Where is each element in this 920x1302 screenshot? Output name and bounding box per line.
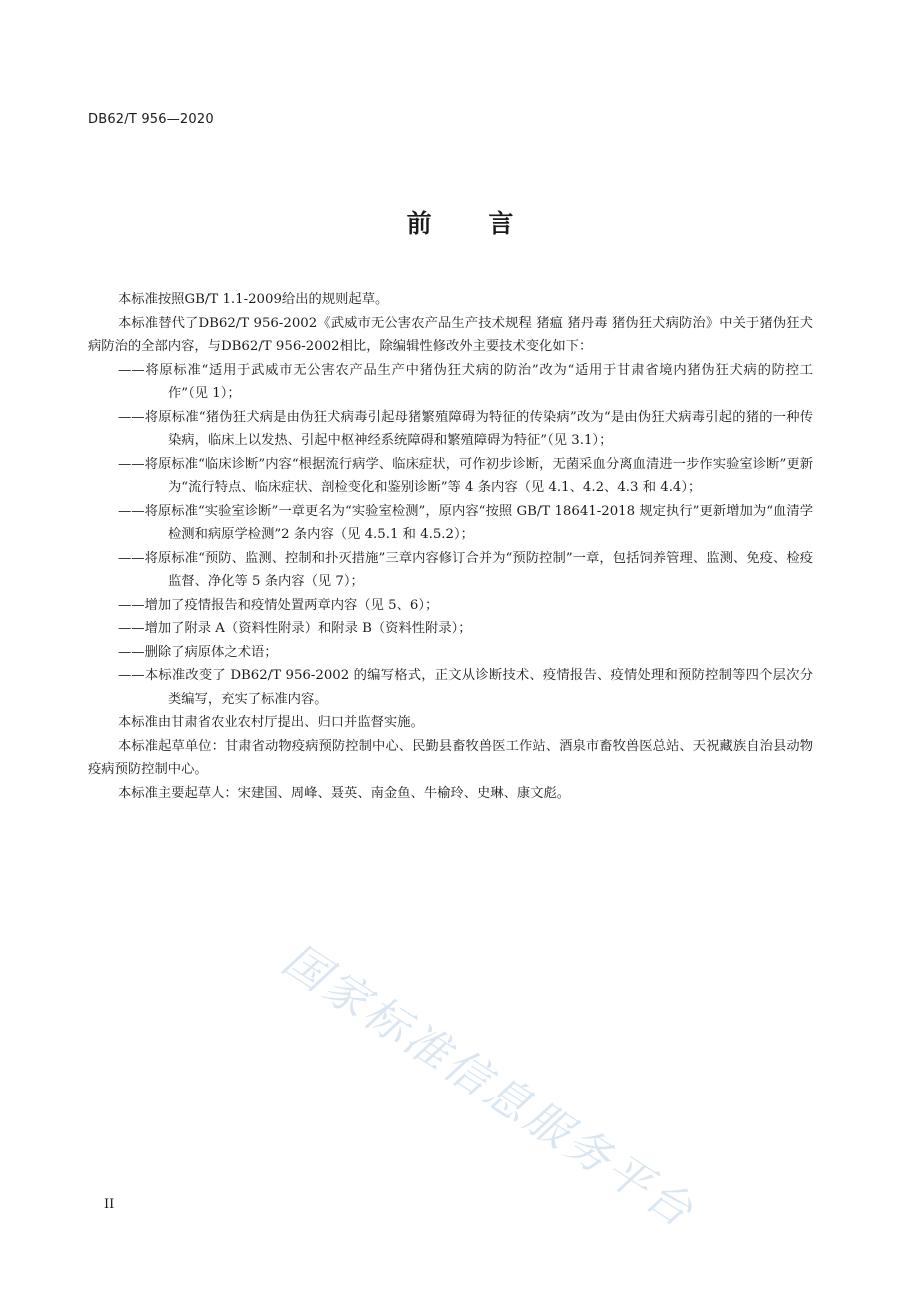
paragraph-drafting-units: 本标准起草单位：甘肃省动物疫病预防控制中心、民勤县畜牧兽医工作站、酒泉市畜牧兽医总站、天祝藏族自治县动物疫病预防控制中心。 (88, 738, 813, 777)
watermark-text: 国家标准信息服务平台 (273, 934, 704, 1239)
foreword-body (88, 288, 813, 805)
paragraph-drafting-rules: 本标准按照GB/T 1.1-2009给出的规则起草。 (118, 292, 389, 307)
page-title: 前 言 (406, 209, 538, 238)
change-item-lab-detection: ——将原标准“实验室诊断”一章更名为“实验室检测”，原内容“按照 GB/T 18641-2018 规定执行”更新增加为“血清学检测和病原学检测”2 条内容（见 4.5.1 和 4.5.2）； (118, 503, 813, 542)
change-item-format: ——本标准改变了 DB62/T 956-2002 的编写格式，正文从诊断技术、疫情报告、疫情处理和预防控制等四个层次分类编写，充实了标准内容。 (118, 668, 813, 707)
change-item-scope: ——将原标准“适用于武威市无公害农产品生产中猪伪狂犬病的防治”改为“适用于甘肃省境内猪伪狂犬病的防控工作”（见 1）； (118, 362, 813, 401)
page-number: II (104, 1197, 115, 1212)
change-item-appendix: ——增加了附录 A（资料性附录）和附录 B（资料性附录）； (118, 621, 472, 636)
change-item-epidemic-report: ——增加了疫情报告和疫情处置两章内容（见 5、6）； (118, 597, 439, 613)
paragraph-replacement: 本标准替代了DB62/T 956-2002《武威市无公害农产品生产技术规程 猪瘟 猪丹毒 猪伪狂犬病防治》中关于猪伪狂犬病防治的全部内容，与DB62/T 956-2002相比，除编辑性修改外主要技术变化如下： (88, 315, 813, 354)
change-item-clinical-diagnosis: ——将原标准“临床诊断”内容“根据流行病学、临床症状，可作初步诊断，无菌采血分离血清进一步作实验室诊断”更新为“流行特点、临床症状、剖检变化和鉴别诊断”等 4 条内容（见 4.1、4.2、4.3 和 4.4）； (118, 456, 813, 495)
paragraph-drafters: 本标准主要起草人：宋建国、周峰、聂英、南金鱼、牛榆玲、史琳、康文彪。 (118, 785, 571, 801)
paragraph-proposer: 本标准由甘肃省农业农村厅提出、归口并监督实施。 (118, 715, 424, 730)
change-item-definition: ——将原标准“猪伪狂犬病是由伪狂犬病毒引起母猪繁殖障碍为特征的传染病”改为“是由伪狂犬病毒引起的猪的一种传染病，临床上以发热、引起中枢神经系统障碍和繁殖障碍为特征”（见 3.1）； (118, 409, 813, 448)
change-item-pathogen-term: ——删除了病原体之术语； (118, 644, 278, 660)
standard-code: DB62/T 956—2020 (88, 112, 214, 127)
change-item-prevention-control: ——将原标准“预防、监测、控制和扑灭措施”三章内容修订合并为“预防控制”一章，包括饲养管理、监测、免疫、检疫监督、净化等 5 条内容（见 7）； (118, 550, 813, 589)
